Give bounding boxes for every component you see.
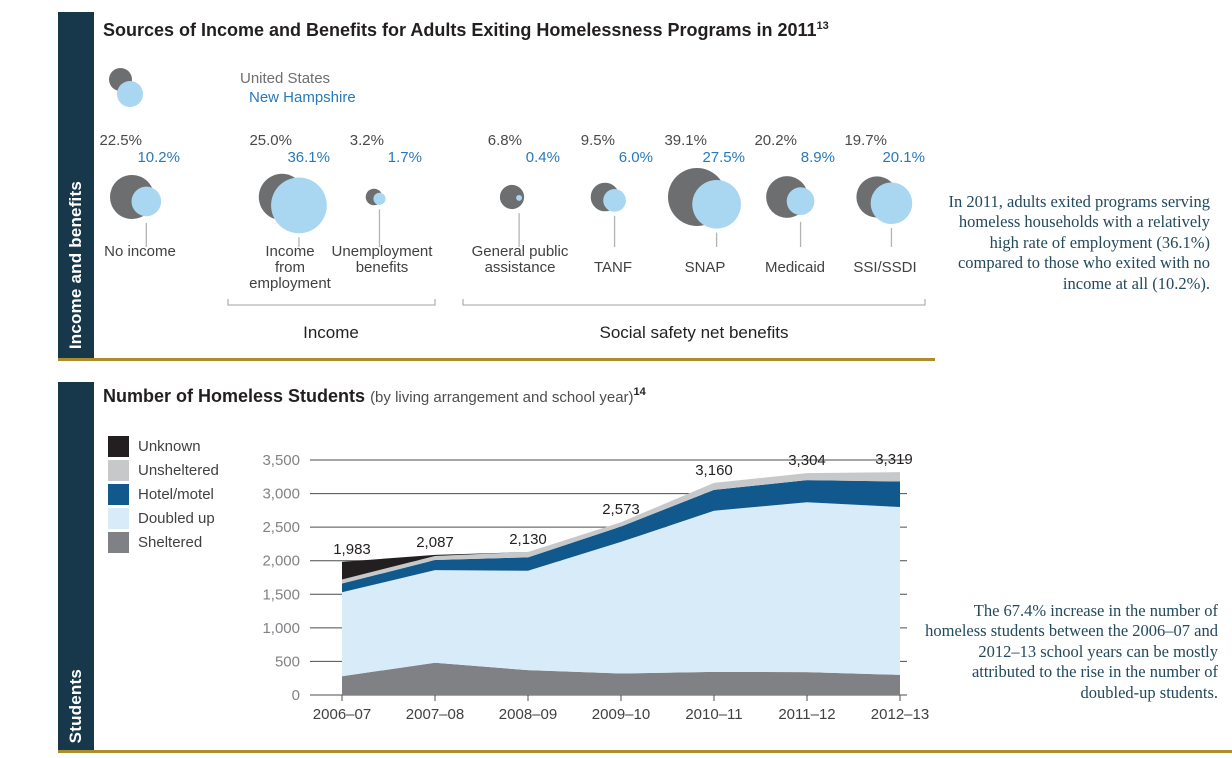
nh-bubble bbox=[271, 177, 327, 233]
y-axis-tick-label: 3,500 bbox=[262, 452, 300, 469]
legend-item-label: Unknown bbox=[138, 438, 201, 455]
x-axis-tick-label: 2007–08 bbox=[405, 706, 465, 723]
bottom-rule bbox=[58, 750, 1232, 753]
nh-legend-dot bbox=[117, 81, 143, 107]
nh-percent-label: 1.7% bbox=[387, 149, 422, 166]
total-data-label: 3,319 bbox=[875, 451, 913, 469]
bubble-category-5 bbox=[664, 132, 745, 276]
bubble-category-6 bbox=[754, 132, 835, 276]
income-chart-title: Sources of Income and Benefits for Adults Exiting Homelessness Programs in 2011$^{13}$ bbox=[103, 20, 829, 40]
total-data-label: 3,160 bbox=[695, 461, 733, 479]
y-axis-tick-label: 1,000 bbox=[262, 619, 300, 637]
x-axis-tick-label: 2006–07 bbox=[312, 706, 372, 723]
nh-percent-label: 0.4% bbox=[525, 149, 560, 166]
section-bar-students-label: Students bbox=[66, 668, 85, 743]
legend-item-label: Unsheltered bbox=[138, 462, 219, 479]
bracket-line bbox=[228, 299, 435, 305]
x-axis-tick-label: 2010–11 bbox=[685, 706, 743, 723]
category-label: General public bbox=[471, 243, 569, 260]
total-data-label: 1,983 bbox=[333, 540, 371, 558]
us-percent-label: 3.2% bbox=[349, 132, 384, 149]
us-percent-label: 25.0% bbox=[249, 132, 292, 149]
nh-bubble bbox=[692, 180, 741, 229]
bubble-category-0 bbox=[99, 132, 180, 260]
students-chart-subtitle: (by living arrangement and school year) bbox=[370, 389, 634, 406]
x-axis-tick-label: 2011–12 bbox=[778, 706, 836, 723]
students-chart-title: Number of Homeless Students (by living arrangement and school year)$^{14}$ bbox=[103, 386, 646, 406]
nh-percent-label: 10.2% bbox=[137, 149, 180, 166]
us-percent-label: 20.2% bbox=[754, 132, 797, 149]
nh-percent-label: 6.0% bbox=[618, 149, 653, 166]
bubble-category-1 bbox=[249, 132, 332, 292]
group-label: Income bbox=[303, 323, 359, 342]
us-percent-label: 6.8% bbox=[487, 132, 522, 149]
footnote-marker-14: 14 bbox=[633, 386, 646, 398]
nh-bubble bbox=[132, 187, 162, 217]
nh-percent-label: 27.5% bbox=[702, 149, 745, 166]
group-bracket-0 bbox=[228, 299, 435, 342]
category-label: Medicaid bbox=[764, 259, 826, 276]
us-percent-label: 19.7% bbox=[844, 132, 887, 149]
category-label: TANF bbox=[593, 259, 633, 276]
homeless-students-area-chart bbox=[240, 445, 940, 735]
nh-bubble bbox=[603, 189, 626, 212]
nh-percent-label: 8.9% bbox=[800, 149, 835, 166]
category-label: No income bbox=[104, 243, 176, 260]
bracket-line bbox=[463, 299, 925, 305]
total-data-label: 2,573 bbox=[602, 501, 640, 519]
legend-item-unsheltered bbox=[108, 460, 219, 481]
us-percent-label: 39.1% bbox=[664, 132, 707, 149]
x-axis-tick-label: 2009–10 bbox=[591, 706, 651, 723]
legend-item-doubled-up bbox=[108, 508, 219, 529]
legend-item-sheltered bbox=[108, 532, 219, 553]
category-label: benefits bbox=[355, 259, 409, 276]
nh-percent-label: 20.1% bbox=[882, 149, 925, 166]
bubble-category-7 bbox=[844, 132, 925, 276]
section-divider-rule bbox=[58, 358, 935, 361]
legend-color-chip bbox=[108, 484, 129, 505]
legend-color-chip bbox=[108, 508, 129, 529]
nh-bubble bbox=[787, 187, 815, 215]
legend-item-label: Hotel/motel bbox=[138, 486, 214, 503]
footnote-marker-13: 13 bbox=[816, 20, 829, 32]
section-bar-income-benefits bbox=[58, 12, 94, 358]
section-bar-income-benefits-label: Income and benefits bbox=[66, 180, 85, 349]
nh-bubble bbox=[373, 193, 385, 205]
group-label: Social safety net benefits bbox=[599, 323, 789, 342]
y-axis-tick-label: 3,000 bbox=[262, 485, 300, 503]
bubble-category-2 bbox=[332, 132, 434, 276]
income-benefits-bubble-chart bbox=[95, 115, 955, 360]
total-data-label: 2,087 bbox=[416, 533, 454, 551]
x-axis-tick-label: 2008–09 bbox=[498, 706, 558, 723]
bubble-category-4 bbox=[581, 132, 653, 276]
nh-legend-label: New Hampshire bbox=[249, 89, 356, 106]
us-percent-label: 9.5% bbox=[580, 132, 615, 149]
category-label: Income bbox=[265, 243, 315, 260]
group-bracket-1 bbox=[463, 299, 925, 342]
legend-item-hotel-motel bbox=[108, 484, 219, 505]
us-legend-label: United States bbox=[240, 70, 331, 87]
y-axis-tick-label: 0 bbox=[291, 687, 300, 704]
income-note-text: In 2011, adults exited programs serving homeless households with a relatively high rate of employment (36.1%) compared to those who exited with no income at all (10.2%). bbox=[948, 192, 1210, 293]
y-axis-tick-label: 1,500 bbox=[262, 586, 300, 604]
legend-item-unknown bbox=[108, 436, 219, 457]
category-label: employment bbox=[249, 275, 331, 292]
category-label: from bbox=[275, 259, 305, 276]
category-label: Unemployment bbox=[331, 243, 433, 260]
legend-color-chip bbox=[108, 532, 129, 553]
y-axis-tick-label: 2,500 bbox=[262, 519, 300, 537]
x-axis-tick-label: 2012–13 bbox=[870, 706, 930, 723]
legend-color-chip bbox=[108, 436, 129, 457]
students-chart-legend bbox=[108, 436, 219, 556]
y-axis-tick-label: 500 bbox=[274, 653, 300, 671]
category-label: SSI/SSDI bbox=[853, 259, 917, 276]
nh-bubble bbox=[871, 182, 913, 224]
total-data-label: 2,130 bbox=[509, 530, 547, 548]
category-label: SNAP bbox=[684, 259, 726, 276]
y-axis-tick-label: 2,000 bbox=[262, 552, 300, 570]
bubble-category-3 bbox=[472, 132, 569, 276]
legend-item-label: Sheltered bbox=[138, 534, 203, 551]
legend-item-label: Doubled up bbox=[138, 510, 215, 527]
legend-color-chip bbox=[108, 460, 129, 481]
section-bar-students bbox=[58, 382, 94, 752]
total-data-label: 3,304 bbox=[788, 452, 826, 470]
nh-percent-label: 36.1% bbox=[287, 149, 330, 166]
students-note-text: The 67.4% increase in the number of homeless students between the 2006–07 and 2012–13 school years can be mostly attributed to the rise in the number of doubled-up students. bbox=[925, 601, 1218, 702]
bubble-chart-legend bbox=[105, 66, 356, 118]
nh-bubble bbox=[516, 195, 522, 201]
category-label: assistance bbox=[484, 259, 556, 276]
us-percent-label: 22.5% bbox=[99, 132, 142, 149]
